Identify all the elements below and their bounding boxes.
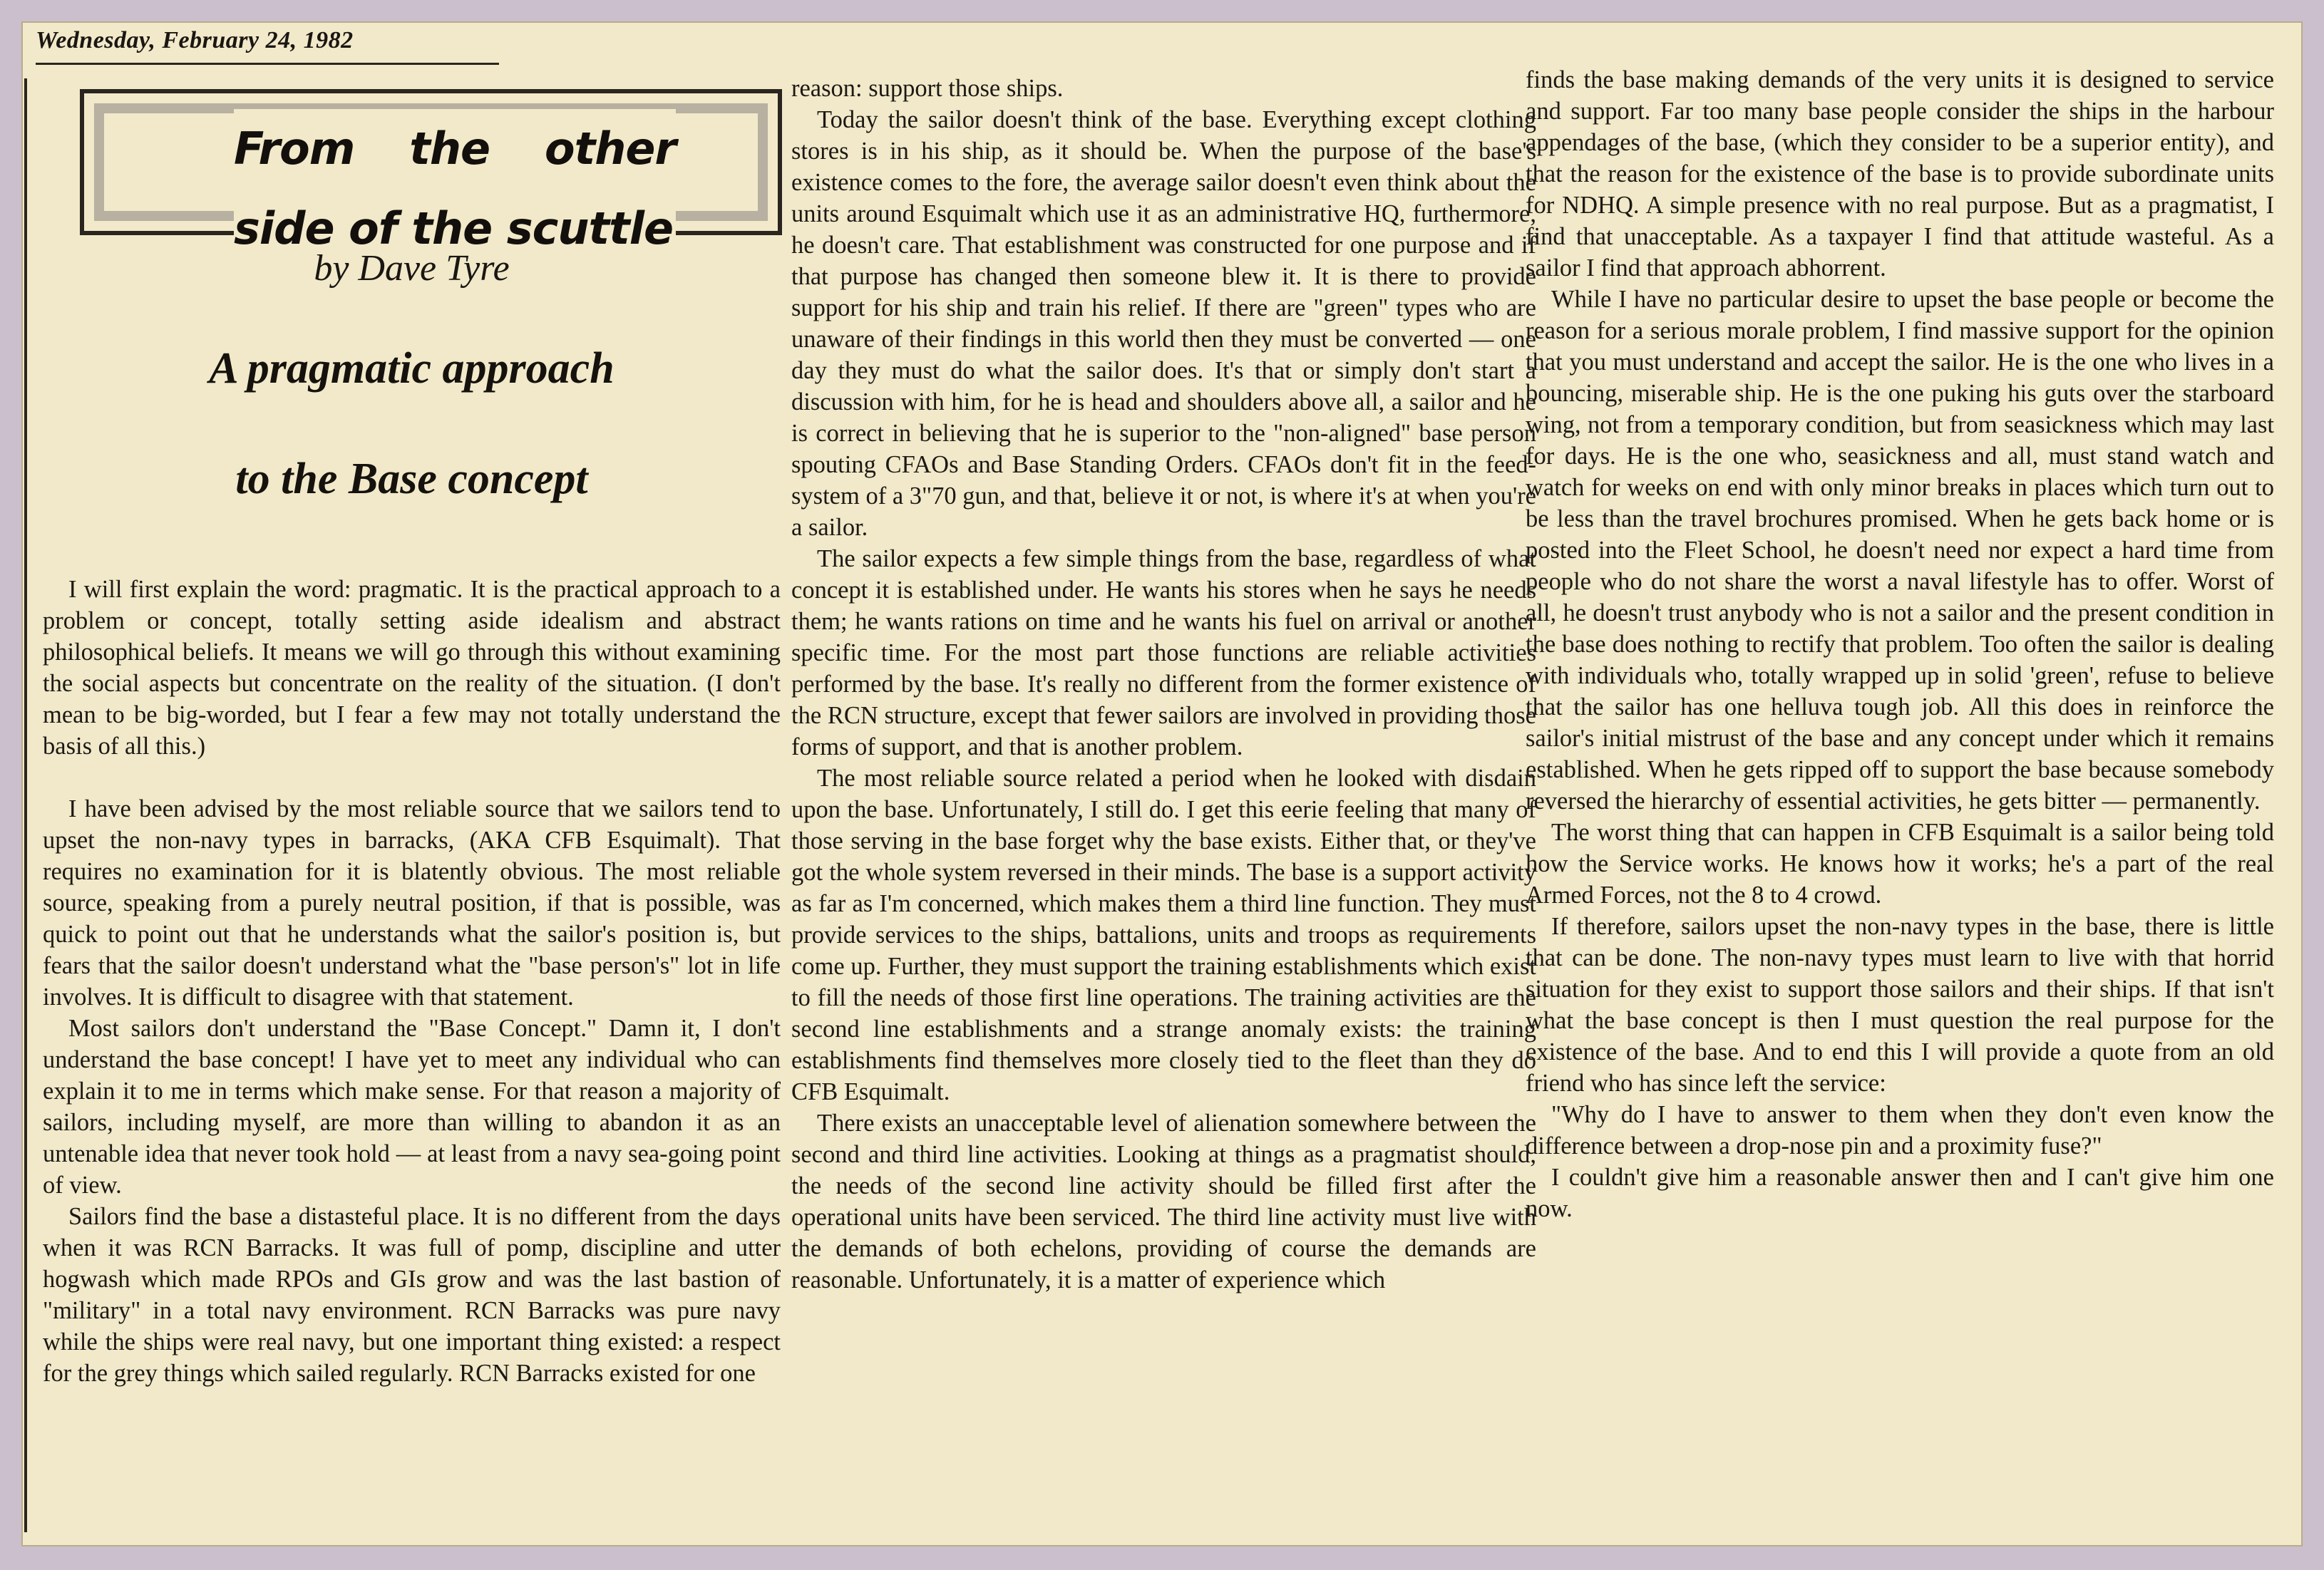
paragraph: Today the sailor doesn't think of the base. Everything except clothing stores is in his ship, as it should be. When the purpose of the base's existence comes to the fore, the average sailor doesn't even think about the units around Esquimalt which use it as an administrative HQ, furthermore, he doesn't care. That establishment was constructed for one purpose and if that purpose has changed then someone blew it. It is there to provide support for his ship and train his relief. If there are "green" types who are unaware of their findings in this world then they must be converted — one day they must do what the sailor does. It's that or simply don't start a discussion with him, for he is head and shoulders above all, a sailor and he is correct in believing that he is superior to the "non-aligned" base person spouting CFAOs and Base Standing Orders. CFAOs don't fit in the feed-system of a 3"70 gun, and that, believe it or not, is where it's at when you're a sailor. <box>791 106 1536 541</box>
publication-date: Wednesday, February 24, 1982 <box>36 27 354 53</box>
byline: by Dave Tyre <box>314 248 510 289</box>
headline-line-1: A pragmatic approach <box>209 344 615 393</box>
paragraph: I will first explain the word: pragmatic. It is the practical approach to a problem or concept, totally setting aside idealism and abstract philosophical beliefs. It means we will go through this without examining the social aspects but concentrate on the reality of the situation. (I don't mean to be big-worded, but I fear a few may not totally understand the basis of all this.) <box>43 576 781 760</box>
column-1-body <box>43 574 781 1389</box>
column-rule <box>24 78 27 1532</box>
paragraph: While I have no particular desire to upset the base people or become the reason for a serious morale problem, I find massive support for the opinion that you must understand and accept the sailor. He is the one who lives in a bouncing, miserable ship. He is the one puking his guts over the starboard wing, not from a temporary condition, but from seasickness which may last for days. He is the one who, seasickness and all, must stand watch and watch for weeks on end with only minor breaks in places which turn out to be less than the travel brochures promised. When he gets back home or is posted into the Fleet School, he doesn't need nor expect a hard time from people who do not share the worst a naval lifestyle has to offer. Worst of all, he doesn't trust anybody who is not a sailor and the present condition in the base does nothing to rectify that problem. Too often the sailor is dealing with individuals who, totally wrapped up in solid 'green', refuse to believe that the sailor has one helluva tough job. All this does in reinforce the sailor's initial mistrust of the base and any concept under which it remains established. When he gets ripped off to support the base because somebody reversed the hierarchy of essential activities, he gets bitter — permanently. <box>1526 286 2274 815</box>
newspaper-clipping <box>21 21 2303 1546</box>
paragraph: Sailors find the base a distasteful place. It is no different from the days when it was RCN Barracks. It was full of pomp, discipline and utter hogwash which made RPOs and GIs grow and was the last bastion of "military" in a total navy environment. RCN Barracks was pure navy while the ships were real navy, but one important thing existed: a respect for the grey things which sailed regularly. RCN Barracks existed for one <box>43 1203 781 1387</box>
paragraph: There exists an unacceptable level of alienation somewhere between the second and third line activities. Looking at things as a pragmatist should, the needs of the second line activity should be filled first after the operational units have been serviced. The third line activity must live with the demands of both echelons, providing of course the demands are reasonable. Unfortunately, it is a matter of experience which <box>791 1110 1536 1293</box>
paragraph: The sailor expects a few simple things from the base, regardless of what concept it is established under. He wants his stores when he says he needs them; he wants rations on time and he wants his fuel on arrival or another specific time. For the most part those functions are reliable activities performed by the base. It's really no different from the former existence of the RCN structure, except that fewer sailors are involved in providing those forms of support, and that is another problem. <box>791 545 1536 760</box>
column-name: From the other side of the scuttle <box>234 109 676 269</box>
paragraph: "Why do I have to answer to them when they don't even know the difference between a drop-nose pin and a proximity fuse?" <box>1526 1101 2274 1160</box>
paragraph: Most sailors don't understand the "Base Concept." Damn it, I don't understand the base concept! I have yet to meet any individual who can explain it to me in terms which make sense. For that reason a majority of sailors, including myself, are more than willing to abandon it as an untenable idea that never took hold — at least from a navy sea-going point of view. <box>43 1015 781 1199</box>
paragraph: reason: support those ships. <box>791 75 1064 102</box>
headline-line-2: to the Base concept <box>235 455 588 503</box>
paragraph: finds the base making demands of the very units it is designed to service and support. Far too many base people consider the ships in the harbour appendages of the base, (which they consider to be a superior entity), and that the reason for the existence of the base is to provide subordinate units for NDHQ. A simple presence with no real purpose. But as a pragmatist, I find that unacceptable. As a taxpayer I find that attitude wasteful. As a sailor I find that approach abhorrent. <box>1526 66 2274 282</box>
article-column-2 <box>791 73 1536 1296</box>
column-header-box <box>80 89 782 254</box>
article-column-3 <box>1526 64 2274 1224</box>
paragraph: I have been advised by the most reliable source that we sailors tend to upset the non-navy types in barracks, (AKA CFB Esquimalt). That requires no examination for it is blatently obvious. The most reliable source, speaking from a purely neutral position, if that is possible, was quick to point out that he understands what the sailor's position is, but fears that the sailor doesn't understand what the "base person's" lot in life involves. It is difficult to disagree with that statement. <box>43 795 781 1011</box>
paragraph: I couldn't give him a reasonable answer then and I can't give him one now. <box>1526 1164 2274 1222</box>
paragraph: The worst thing that can happen in CFB Esquimalt is a sailor being told how the Service works. He knows how it works; he's a part of the real Armed Forces, not the 8 to 4 crowd. <box>1526 819 2274 909</box>
paragraph: If therefore, sailors upset the non-navy types in the base, there is little that can be done. The non-navy types must learn to live with that horrid situation for they exist to support those sailors and their ships. If that isn't what the base concept is then I must question the real purpose for the existence of the base. And to end this I will provide a quote from an old friend who has since left the service: <box>1526 913 2274 1097</box>
date-rule <box>36 63 499 65</box>
paragraph: The most reliable source related a period when he looked with disdain upon the base. Unfortunately, I still do. I get this eerie feeling that many of those serving in the base forget why the base exists. Either that, or they've got the whole system reversed in their minds. The base is a support activity as far as I'm concerned, which makes them a third line function. They must provide services to the ships, battalions, units and troops as requirements come up. Further, they must support the training establishments which exist to fill the needs of those first line operations. The training activities are the second line establishments and a strange anomaly exists: the training establishments find themselves more closely tied to the fleet than they do CFB Esquimalt. <box>791 765 1536 1105</box>
